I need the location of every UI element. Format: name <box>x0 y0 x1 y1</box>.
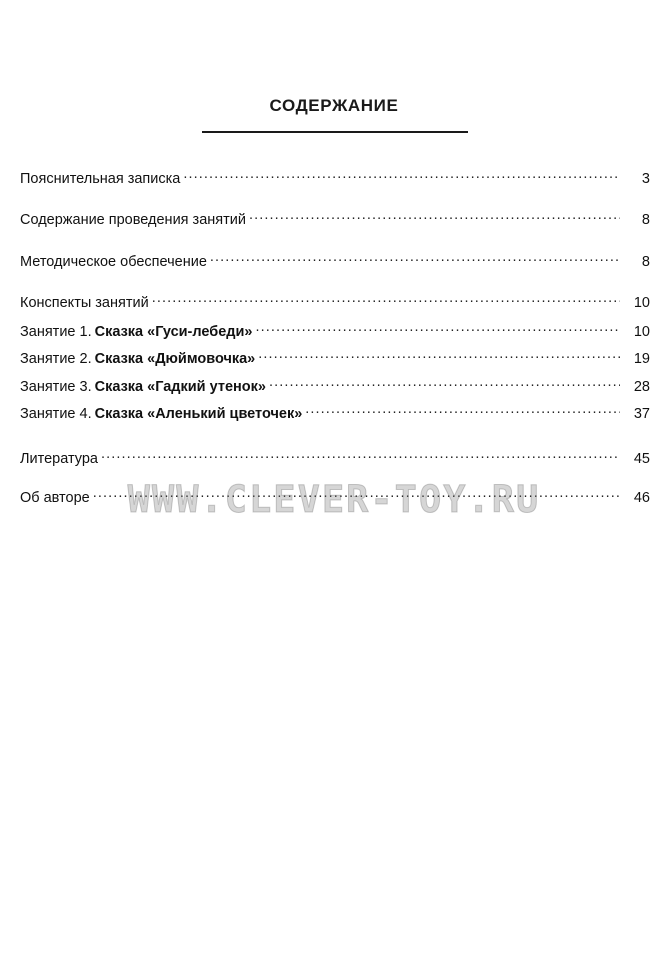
title-divider <box>202 131 468 133</box>
toc-entry-label: Пояснительная записка <box>20 170 181 187</box>
toc-entry[interactable] <box>20 251 650 270</box>
watermark: WWW.CLEVER-TOY.RU <box>127 478 541 521</box>
toc-entry-label: Литература <box>20 450 98 467</box>
toc-entry[interactable] <box>20 210 650 229</box>
toc-entry-label: Занятие 4. <box>20 406 92 422</box>
toc-entry[interactable] <box>20 404 650 423</box>
toc-leader-dots <box>269 376 620 391</box>
toc-leader-dots <box>93 488 620 503</box>
toc-entry[interactable] <box>20 349 650 368</box>
toc-leader-dots <box>101 448 620 463</box>
toc-entry-title: Сказка «Гуси-лебеди» <box>94 323 253 340</box>
toc-entry-label: Методическое обеспечение <box>20 253 207 270</box>
toc-entry[interactable] <box>20 321 650 340</box>
toc-page-number: 45 <box>633 450 650 467</box>
toc-leader-dots <box>249 210 620 225</box>
toc-leader-dots <box>305 404 620 419</box>
toc-page-number: 28 <box>633 378 650 395</box>
toc-page-number: 10 <box>633 323 650 340</box>
toc-page-number: 46 <box>633 490 650 506</box>
toc-entry-title: Сказка «Гадкий утенок» <box>94 378 266 395</box>
table-of-contents <box>20 168 650 527</box>
toc-entry-label: Занятие 2. <box>20 351 92 367</box>
toc-entry-label: Об авторе <box>20 490 90 506</box>
toc-leader-dots <box>210 251 620 266</box>
toc-entry-label: Содержание проведения занятий <box>20 212 246 228</box>
toc-page-number: 8 <box>641 253 650 270</box>
toc-page-number: 19 <box>633 351 650 367</box>
toc-leader-dots <box>183 168 620 183</box>
toc-entry-title: Сказка «Аленький цветочек» <box>94 406 303 422</box>
toc-page-number: 3 <box>641 170 650 187</box>
toc-page-number: 8 <box>641 212 650 228</box>
toc-entry[interactable] <box>20 168 650 187</box>
toc-entry-label: Занятие 1. <box>20 323 92 340</box>
toc-entry[interactable] <box>20 448 650 467</box>
toc-page-number: 10 <box>633 295 650 311</box>
toc-leader-dots <box>152 293 620 308</box>
toc-page-number: 37 <box>633 406 650 422</box>
toc-leader-dots <box>258 349 620 364</box>
toc-entry-title: Сказка «Дюймовочка» <box>94 351 256 367</box>
toc-entry-label: Занятие 3. <box>20 378 92 395</box>
toc-entry[interactable] <box>20 488 650 507</box>
toc-leader-dots <box>255 321 620 336</box>
toc-entry[interactable] <box>20 293 650 312</box>
toc-entry-label: Конспекты занятий <box>20 295 149 311</box>
toc-entry[interactable] <box>20 376 650 395</box>
page-title: СОДЕРЖАНИЕ <box>269 96 399 115</box>
